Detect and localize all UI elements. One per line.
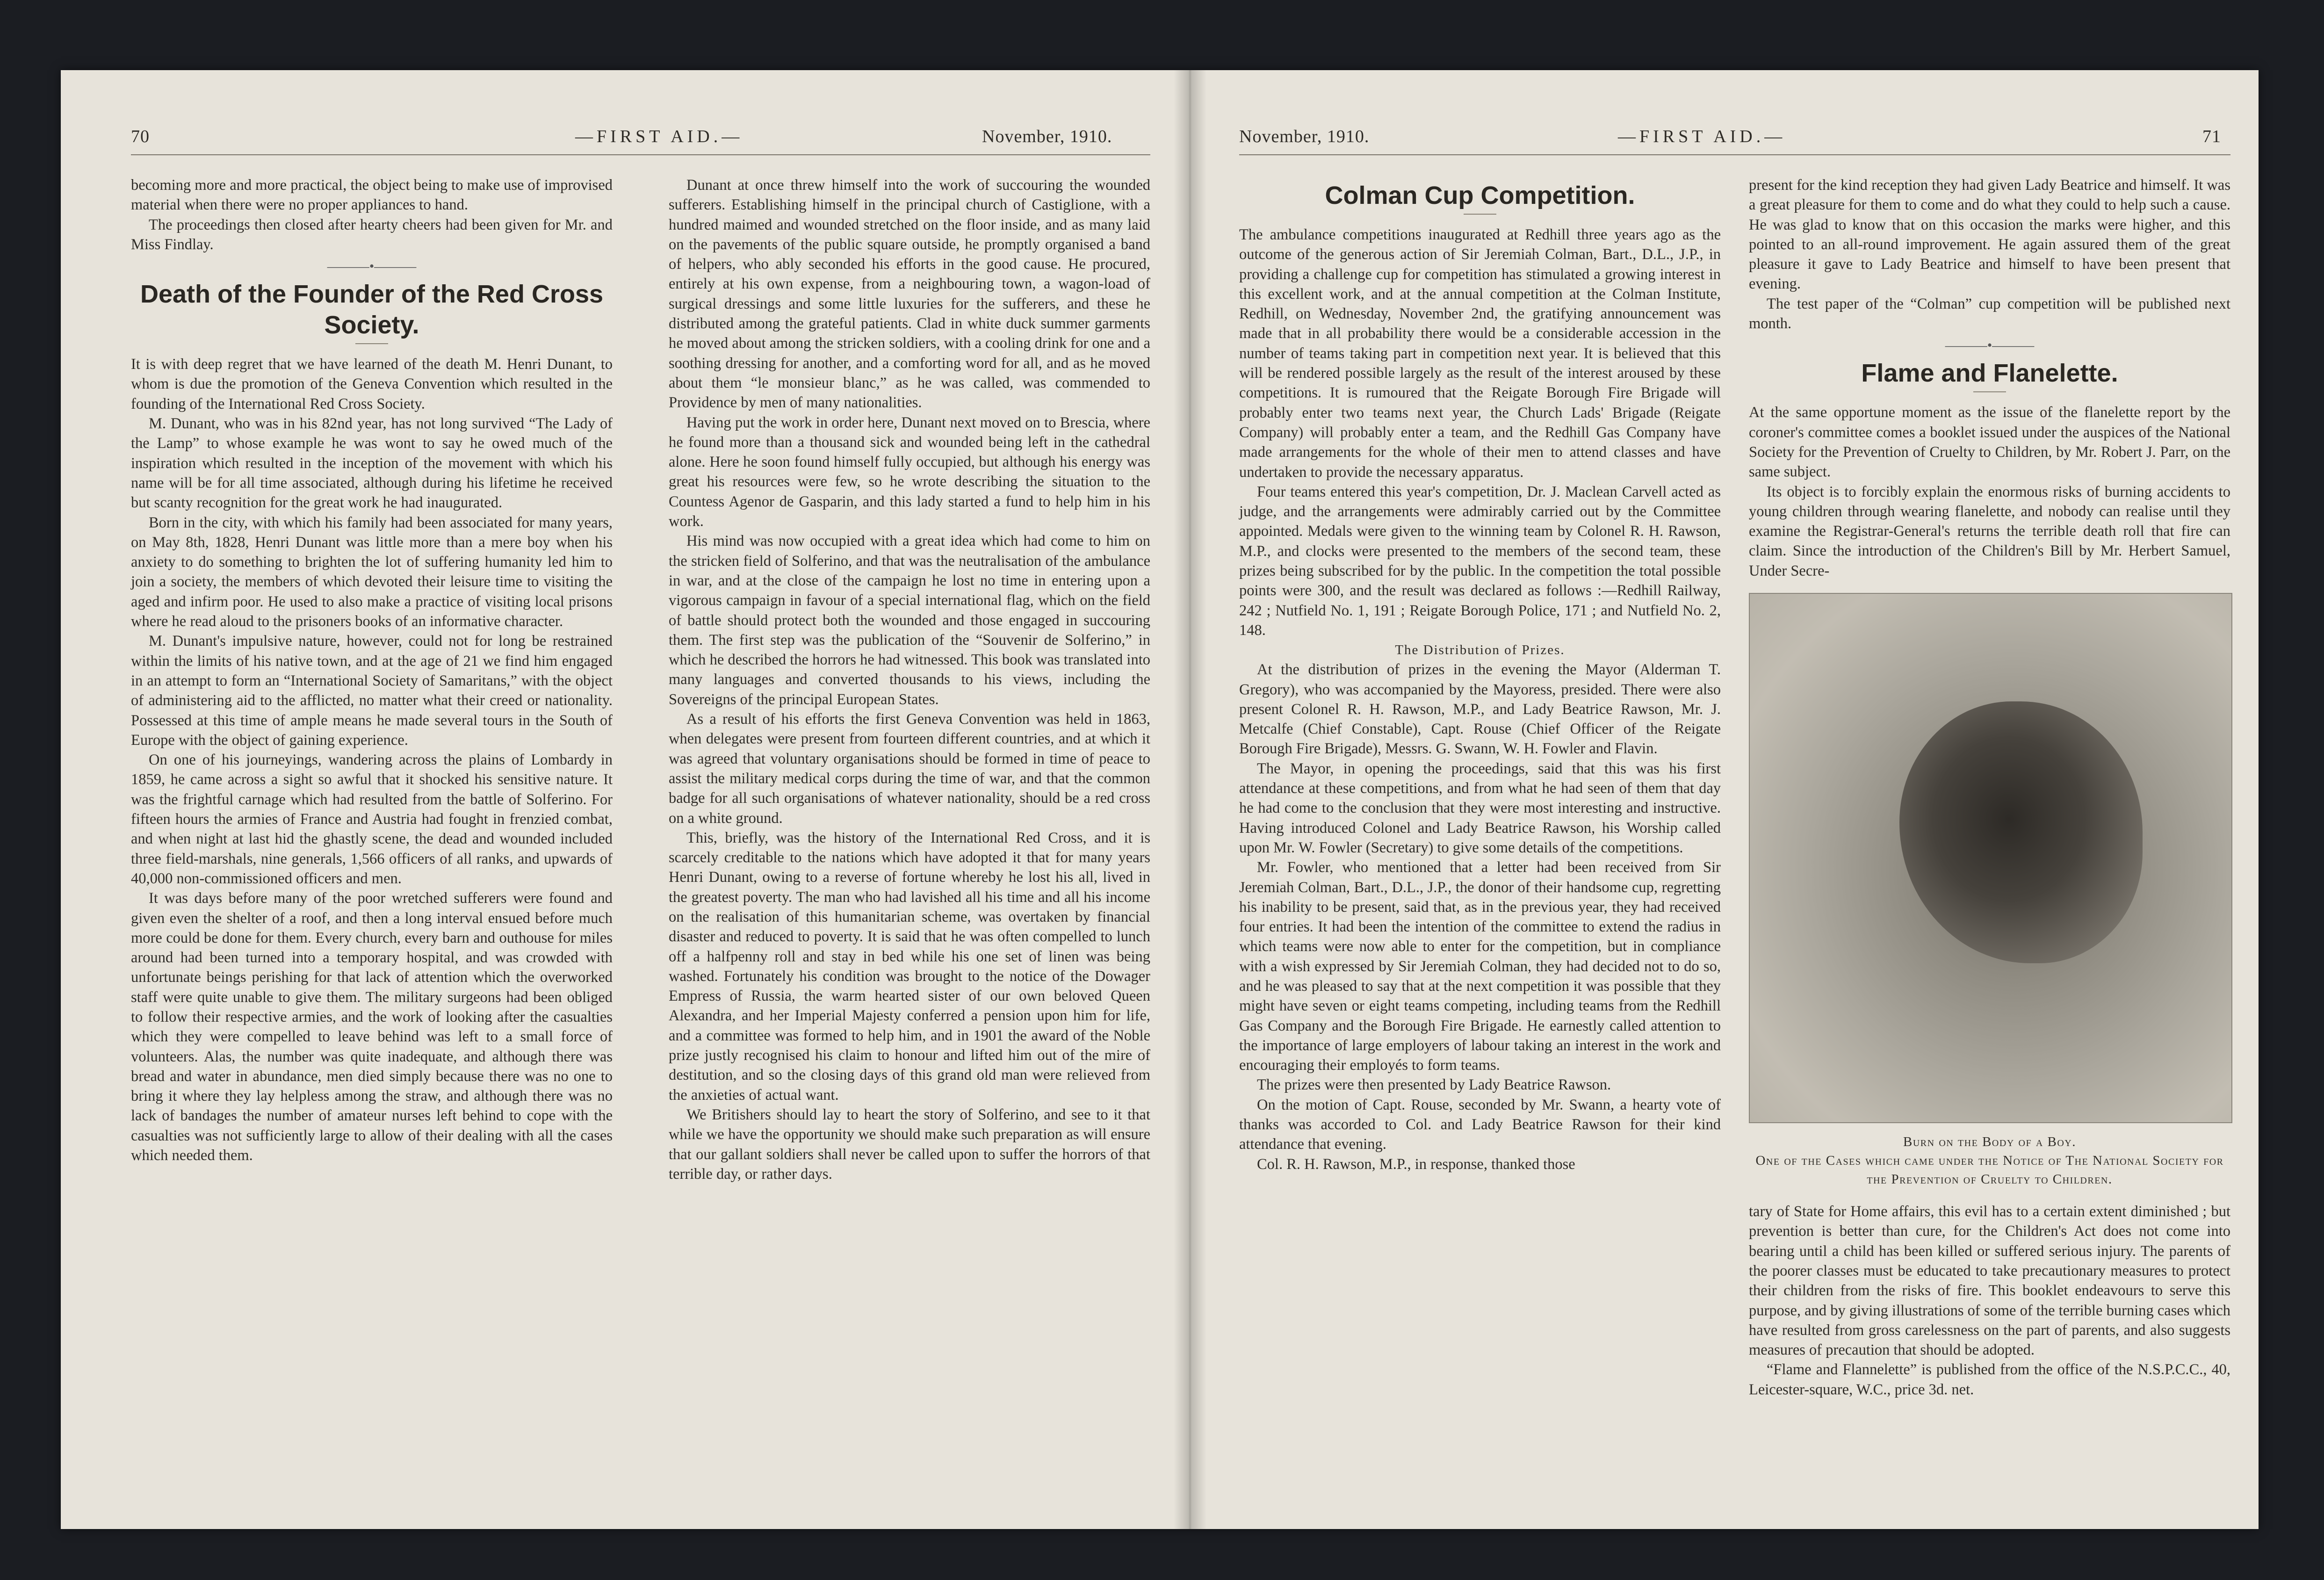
paragraph: Four teams entered this year's competition, Dr. J. Maclean Carvell acted as judge, and the arrangements were admirably carried out by the Committee appointed. Medals were given to the winning team by Colonel R. H. Rawson, M.P., and clocks were presented to the members of the second team, these prizes being subscribed for by the public. In the competition the total possible points were 300, and the result was declared as follows :—Redhill Railway, 242 ; Nutfield No. 1, 191 ; Reigate Borough Police, 171 ; and Nutfield No. 2, 148. [1239,483,1721,639]
right-column-1 [1239,175,1721,1174]
paragraph: This, briefly, was the history of the International Red Cross, and it is scarcely creditable to the nations which have adopted it that for many years Henri Dunant, owing to a reverse of fortune whereby he lost his all, lived in the greatest poverty. The man who had lavished all his time and all his income on the realisation of this humanitarian scheme, was overtaken by financial disaster and reduced to poverty. It is said that he was often compelled to lunch off a halfpenny roll and stay in bed while his one set of linen was being washed. Fortunately his condition was brought to the notice of the Dowager Empress of Russia, the warm hearted sister of our own beloved Queen Alexandra, and her Imperial Majesty conferred a pension upon him for life, and a committee was formed to help him, and in 1901 the award of the Noble prize justly recognised his claim to honour and lifted him out of the mire of destitution, and so the closing days of this grand old man were relieved from the anxieties of actual want. [669,829,1150,1104]
running-title: —FIRST AID.— [1618,127,1786,146]
burn-photograph [1749,593,2232,1123]
header-rule [131,154,1150,155]
paragraph: We Britishers should lay to heart the story of Solferino, and see to it that while we have the opportunity we should make such preparation as will ensure that our gallant soldiers shall never be called upon to suffer the horrors of that terrible day, or rather days. [669,1106,1150,1183]
article-heading: Death of the Founder of the Red Cross Society. [140,280,604,339]
left-page [61,70,1183,1529]
paragraph: tary of State for Home affairs, this evil has to a certain extent diminished ; but prevention is better than cure, for the Children's Act does not come into bearing until a child has been killed or suffered serious injury. The parents of the poorer classes must be educated to take precautionary measures to protect their children from the risks of fire. This booklet endeavours to serve this purpose, and by giving illustrations of some of the terrible burning cases which have resulted from gross carelessness on the part of parents, and also suggests measures of precaution that should be adopted. [1749,1203,2230,1359]
heading-rule [1464,214,1496,215]
paragraph: present for the kind reception they had given Lady Beatrice and himself. It was a great pleasure for them to come and do what they could to help such a cause. He was glad to know that on this occasion the marks were higher, and this pointed to an all-round improvement. He again assured them of the great pleasure it gave to Lady Beatrice and himself to have been present that evening. [1749,177,2230,293]
paragraph: At the same opportune moment as the issue of the flanelette report by the coroner's committee comes a booklet issued under the auspices of the National Society for the Prevention of Cruelty to Children, by Mr. Robert J. Parr, on the same subject. [1749,404,2230,481]
paragraph: “Flame and Flannelette” is published from the office of the N.S.P.C.C., 40, Leicester-square, W.C., price 3d. net. [1749,1361,2230,1398]
issue-date: November, 1910. [1239,127,1370,146]
header-rule [1239,154,2230,155]
paragraph: The prizes were then presented by Lady Beatrice Rawson. [1257,1076,1611,1094]
paragraph: M. Dunant's impulsive nature, however, could not for long be restrained within the limits of his native town, and at the age of 21 we find him engaged in an attempt to form an “International Society of Samaritans,” with the object of administering aid to the afflicted, no matter what their creed or nationality. Possessed at this time of ample means he made several tours in the South of Europe with the object of gaining experience. [131,633,613,749]
left-column-2 [669,175,1150,1184]
paragraph: As a result of his efforts the first Geneva Convention was held in 1863, when delegates were present from fourteen different countries, and at which it was agreed that voluntary organisations should be formed in time of peace to assist the military medical corps during the time of war, and that the common badge for all such organisations of whatever nationality, should be a red cross on a white ground. [669,711,1150,827]
paragraph: Dunant at once threw himself into the work of succouring the wounded sufferers. Establishing himself in the principal church of Castiglione, with a hundred maimed and wounded stretched on the floor inside, and as many laid on the pavements of the public square outside, he promptly organised a band of helpers, who ably seconded his efforts in the good cause. He procured, entirely at his own expense, from a neighbouring town, a wagon-load of surgical dressings and some little luxuries for the sufferers, and these he distributed among the grateful patients. Clad in white duck summer garments he moved about among the stricken soldiers, with a cooling drink for one and a soothing dressing for another, and a comforting word for all, and as he moved about them “le monsieur blanc,” as he was called, was commended to Providence by men of many nationalities. [669,177,1150,411]
paragraph: His mind was now occupied with a great idea which had come to him on the stricken field of Solferino, and that was the neutralisation of the ambulance in war, and at the close of the campaign he lost no time in entering upon a vigorous campaign in favour of a special international flag, which on the field of battle should protect both the wounded and those engaged in succouring them. The first step was the publication of the “Souvenir de Solferino,” in which he described the horrors he had witnessed. This book was translated into many languages and converted thousands to his views, including the Sovereigns of the principal European States. [669,533,1150,708]
magazine-spread [61,70,2259,1529]
page-number: 71 [2202,127,2221,146]
paragraph: Born in the city, with which his family had been associated for many years, on May 8th, 1828, Henri Dunant was little more than a mere boy when his anxiety to do something to brighten the lot of suffering humanity led him to join a society, the members of which devoted their leisure time to visiting the aged and infirm poor. He used to also make a practice of visiting local prisons where he read aloud to the prisoners books of an informative character. [131,514,613,630]
paragraph: Mr. Fowler, who mentioned that a letter had been received from Sir Jeremiah Colman, Bart., D.L., J.P., the donor of their handsome cup, regretting his inability to be present, said that, as in the previous year, they had received four entries. It had been the intention of the committee to extend the radius in which teams were now able to enter for the competition, but in compliance with a wish expressed by Sir Jeremiah Colman, they had decided not to do so, and he was pleased to say that at the next competition it was possible that they might have seven or eight teams competing, including teams from the Redhill Gas Company and the Borough Fire Brigade. He earnestly called attention to the importance of large employers of labour taking an interest in the work and encouraging their employés to form teams. [1239,859,1721,1074]
paragraph: The ambulance competitions inaugurated at Redhill three years ago as the outcome of the generous action of Sir Jeremiah Colman, Bart., D.L., J.P., in providing a challenge cup for competition has stimulated a growing interest in this excellent work, and at the annual competition at the Colman Institute, Redhill, on Wednesday, November 2nd, the gratifying announcement was made that in all probability there would be a considerable accession in the number of teams taking part in competition next year. It is believed that this will be rendered possible largely as the result of the interest aroused by these competitions. It is rumoured that the Reigate Borough Fire Brigade will probably enter two teams next year, the Church Lads' Brigade (Reigate Company) will probably enter a team, and the Redhill Gas Company have made arrangements for the whole of their men to attend classes and have undertaken to provide the necessary apparatus. [1239,226,1721,481]
right-column-2 [1749,175,2230,1400]
figure-caption-text: One of the Cases which came under the Notice of The National Society for the Prevention of Cruelty to Children. [1755,1153,2224,1187]
running-title: —FIRST AID.— [575,127,743,146]
left-column-1 [131,175,613,1165]
page-number: 70 [131,127,150,146]
heading-rule [1973,391,2006,392]
subheading: The Distribution of Prizes. [1395,642,1565,658]
paragraph: The Mayor, in opening the proceedings, said that this was his first attendance at these competitions, and from what he had seen of them that day he had come to the conclusion that they were most interesting and instructive. Having introduced Colonel and Lady Beatrice Rawson, his Worship called upon Mr. W. Fowler (Secretary) to give some details of the competitions. [1239,760,1721,856]
paragraph: On the motion of Capt. Rouse, seconded by Mr. Swann, a hearty vote of thanks was accorded to Col. and Lady Beatrice Rawson for their kind attendance that evening. [1239,1096,1721,1153]
paragraph: The proceedings then closed after hearty cheers had been given for Mr. and Miss Findlay. [131,216,613,253]
section-ornament: ———•——— [327,259,417,274]
paragraph: Having put the work in order here, Dunant next moved on to Brescia, where he found more than a thousand sick and wounded being left in the cathedral alone. Here he soon found himself fully occupied, but although his energy was great his resources were few, so he wrote describing the situation to the Countess Agenor de Gasparin, and this lady started a fund to help him in his work. [669,414,1150,530]
paragraph: M. Dunant, who was in his 82nd year, has not long survived “The Lady of the Lamp” to whose example he was wont to say he owed much of the inspiration which resulted in the inception of the movement with which his name will be for all time associated, although during his lifetime he received but scanty recognition for the great work he had inaugurated. [131,415,613,512]
article-heading: Flame and Flanelette. [1861,359,2118,388]
paragraph: becoming more and more practical, the object being to make use of improvised material when there were no proper appliances to hand. [131,177,613,214]
section-ornament: ———•——— [1945,338,2035,354]
paragraph: The test paper of the “Colman” cup competition will be published next month. [1749,295,2230,332]
paragraph: Its object is to forcibly explain the enormous risks of burning accidents to young children through wearing flanelette, and nobody can realise until they examine the Registrar-General's returns the terrible death roll that fire can claim. Since the introduction of the Children's Bill by Mr. Herbert Samuel, Under Secre- [1749,483,2230,579]
paragraph: At the distribution of prizes in the evening the Mayor (Alderman T. Gregory), who was accompanied by the Mayoress, presided. There were also present Colonel R. H. Rawson, M.P., and Lady Beatrice Rawson, Mr. J. Metcalfe (Chief Constable), Capt. Rouse (Chief Officer of the Reigate Borough Fire Brigade), Messrs. G. Swann, W. H. Fowler and Flavin. [1239,661,1721,758]
paragraph: It is with deep regret that we have learned of the death M. Henri Dunant, to whom is due the promotion of the Geneva Convention which resulted in the founding of the International Red Cross Society. [131,356,613,412]
paragraph: On one of his journeyings, wandering across the plains of Lombardy in 1859, he came across a sight so awful that it shocked his sensitive nature. It was the frightful carnage which had resulted from the battle of Solferino. For fifteen hours the armies of France and Austria had fought in frenzied combat, and when night at last hid the ghastly scene, the dead and wounded included three field-marshals, nine generals, 1,566 officers of all ranks, and upwards of 40,000 non-commissioned officers and men. [131,751,613,887]
paragraph: Col. R. H. Rawson, M.P., in response, thanked those [1257,1155,1575,1173]
issue-date: November, 1910. [982,127,1112,146]
right-page [1197,70,2259,1529]
article-heading: Colman Cup Competition. [1325,181,1635,209]
paragraph: It was days before many of the poor wretched sufferers were found and given even the shelter of a roof, and then a long interval ensued before much more could be done for them. Every church, every barn and outhouse for miles around had been turned into a temporary hospital, and was crowded with unfortunate beings perishing for that lack of attention which the overworked staff were quite unable to give them. The military surgeons had been obliged to follow their respective armies, and the work of looking after the casualties which they were compelled to leave behind was left to a small force of volunteers. Alas, the number was quite inadequate, and although there was bread and water in abundance, men died simply because there was no one to bring it where they lay helpless among the straw, and although there was no lack of bandages the number of amateur nurses left behind to cope with the casualties was not sufficiently large to allow of their dealing with all the cases which needed them. [131,890,613,1164]
burn-mark-image [1899,701,2143,963]
heading-rule [355,343,388,344]
figure-caption-title: Burn on the Body of a Boy. [1903,1134,2076,1150]
